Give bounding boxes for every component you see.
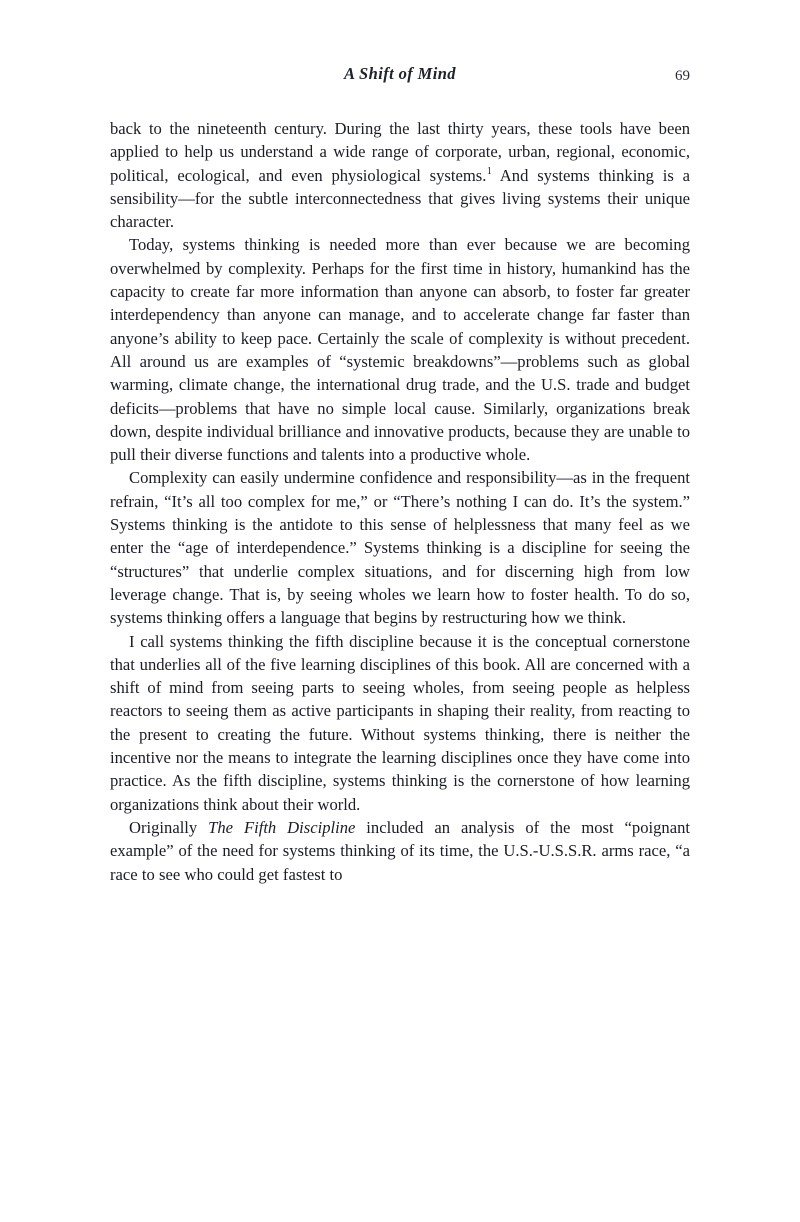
paragraph-continuation bbox=[110, 117, 690, 233]
paragraph-text: I call systems thinking the fifth discipline because it is the conceptual cornerstone that underlies all of the five learning disciplines of this book. All are concerned with a shift of mind from seeing parts to seeing wholes, from seeing people as helpless reactors to seeing them as active participants in shaping their reality, from reacting to the present to creating the future. Without systems thinking, there is neither the incentive nor the means to integrate the learning disciplines once they have come into practice. As the fifth discipline, systems thinking is the cornerstone of how learning organizations think about their world. bbox=[110, 631, 690, 814]
paragraph-originally bbox=[110, 816, 690, 886]
running-head-title: A Shift of Mind bbox=[344, 64, 456, 83]
paragraph-fifth-discipline bbox=[110, 630, 690, 816]
footnote-marker: 1 bbox=[486, 166, 492, 178]
running-head bbox=[110, 64, 690, 88]
paragraph-text-before-title: Originally bbox=[129, 817, 209, 837]
paragraph-text-before-footnote: back to the nineteenth century. During the last thirty years, these tools have been applied to help us understand a wide range of corporate, urban, regional, economic, political, ecological, and even physiological systems. bbox=[110, 119, 690, 185]
paragraph-text-after-footnote: And systems thinking is a sensibility—for the subtle interconnectedness that gives living systems their unique character. bbox=[110, 165, 690, 232]
page-number: 69 bbox=[675, 68, 690, 84]
page-body bbox=[110, 117, 690, 886]
book-title-italic: The Fifth Discipline bbox=[208, 817, 356, 837]
paragraph-complexity bbox=[110, 466, 690, 629]
paragraph-today bbox=[110, 233, 690, 466]
paragraph-text: Today, systems thinking is needed more than ever because we are becoming overwhelmed by complexity. Perhaps for the first time in history, humankind has the capacity to create far more information than anyone can absorb, to foster far greater interdependency than anyone can manage, and to accelerate change far faster than anyone’s ability to keep pace. Certainly the scale of complexity is without precedent. All around us are examples of “systemic breakdowns”—problems such as global warming, climate change, the international drug trade, and the U.S. trade and budget deficits—problems that have no simple local cause. Similarly, organizations break down, despite individual brilliance and innovative products, because they are unable to pull their diverse functions and talents into a productive whole. bbox=[110, 235, 690, 465]
paragraph-text-after-title: included an analysis of the most “poignant example” of the need for systems thinking of its time, the U.S.-U.S.S.R. arms race, “a race to see who could get fastest to bbox=[110, 817, 690, 884]
paragraph-text: Complexity can easily undermine confidence and responsibility—as in the frequent refrain, “It’s all too complex for me,” or “There’s nothing I can do. It’s the system.” Systems thinking is the antidote to this sense of helplessness that many feel as we enter the “age of interdependence.” Systems thinking is a discipline for seeing the “structures” that underlie complex situations, and for discerning high from low leverage change. That is, by seeing wholes we learn how to foster health. To do so, systems thinking offers a language that begins by restructuring how we think. bbox=[110, 468, 690, 628]
